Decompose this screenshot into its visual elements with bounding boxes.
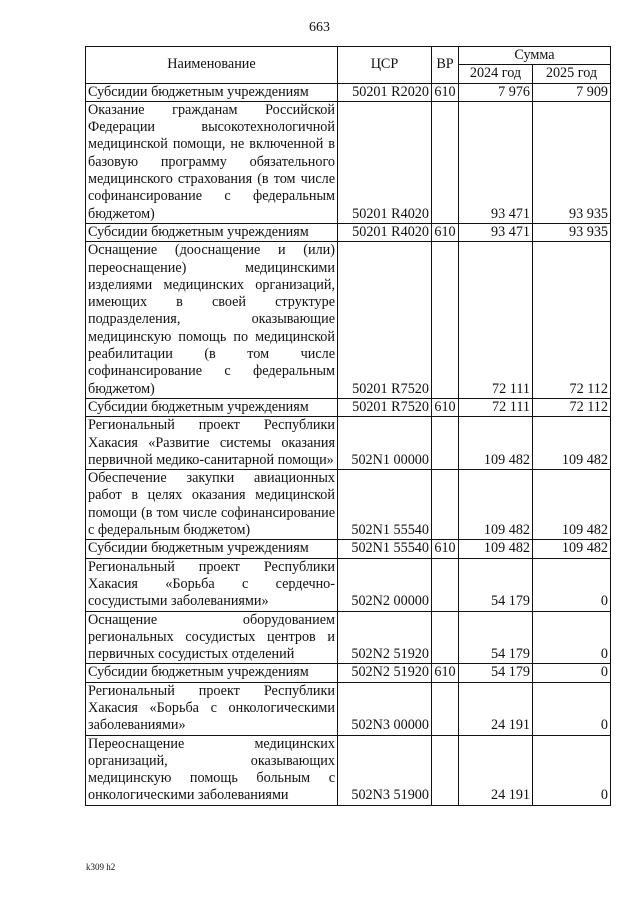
row-sum-2025: 7 909 (533, 83, 611, 101)
row-sum-2024: 54 179 (459, 664, 533, 682)
row-vr: 610 (432, 223, 459, 241)
row-sum-2025: 0 (533, 682, 611, 735)
header-year-2024: 2024 год (459, 65, 533, 83)
row-csr: 50201 R4020 (338, 223, 432, 241)
row-vr: 610 (432, 664, 459, 682)
row-name: Оказание гражданам Российской Федерации высокотехнологичной медицинской помощи, не включенной в базовую программу обязательного медицинского страхования (в том числе софинансирование с федеральным бюджетом) (86, 101, 338, 223)
row-sum-2024: 109 482 (459, 540, 533, 558)
row-sum-2025: 109 482 (533, 470, 611, 540)
table-row (86, 611, 611, 664)
table-row (86, 223, 611, 241)
row-csr: 502N3 51900 (338, 735, 432, 805)
table-row (86, 735, 611, 805)
row-sum-2025: 0 (533, 664, 611, 682)
row-csr: 502N1 55540 (338, 470, 432, 540)
row-vr (432, 611, 459, 664)
row-csr: 50201 R4020 (338, 101, 432, 223)
row-csr: 502N2 00000 (338, 558, 432, 611)
row-sum-2024: 24 191 (459, 682, 533, 735)
row-sum-2024: 93 471 (459, 101, 533, 223)
row-vr: 610 (432, 540, 459, 558)
row-name: Оснащение оборудованием региональных сосудистых центров и первичных сосудистых отделений (86, 611, 338, 664)
budget-table (85, 46, 611, 806)
row-sum-2025: 93 935 (533, 223, 611, 241)
table-row (86, 83, 611, 101)
row-vr (432, 682, 459, 735)
table-row (86, 540, 611, 558)
row-sum-2024: 54 179 (459, 611, 533, 664)
row-sum-2025: 0 (533, 735, 611, 805)
row-sum-2024: 72 111 (459, 242, 533, 399)
row-sum-2024: 24 191 (459, 735, 533, 805)
row-sum-2024: 109 482 (459, 470, 533, 540)
header-year-2025: 2025 год (533, 65, 611, 83)
row-sum-2024: 93 471 (459, 223, 533, 241)
header-vr: ВР (432, 47, 459, 84)
row-vr (432, 417, 459, 470)
row-csr: 50201 R7520 (338, 398, 432, 416)
table-row (86, 242, 611, 399)
table-row (86, 664, 611, 682)
header-sum: Сумма (459, 47, 611, 65)
row-sum-2024: 7 976 (459, 83, 533, 101)
row-name: Субсидии бюджетным учреждениям (86, 540, 338, 558)
row-vr: 610 (432, 83, 459, 101)
row-name: Субсидии бюджетным учреждениям (86, 83, 338, 101)
row-csr: 502N2 51920 (338, 664, 432, 682)
row-name: Переоснащение медицинских организаций, оказывающих медицинскую помощь больным с онкологическими заболеваниями (86, 735, 338, 805)
header-name: Наименование (86, 47, 338, 84)
row-vr (432, 242, 459, 399)
row-name: Региональный проект Республики Хакасия «Борьба с сердечно-сосудистыми заболеваниями» (86, 558, 338, 611)
row-name: Субсидии бюджетным учреждениям (86, 664, 338, 682)
row-name: Субсидии бюджетным учреждениям (86, 398, 338, 416)
table-row (86, 558, 611, 611)
row-csr: 50201 R2020 (338, 83, 432, 101)
table-row (86, 417, 611, 470)
row-name: Обеспечение закупки авиационных работ в целях оказания медицинской помощи (в том числе софинансирование с федеральным бюджетом) (86, 470, 338, 540)
table-row (86, 682, 611, 735)
row-vr (432, 101, 459, 223)
row-name: Региональный проект Республики Хакасия «Развитие системы оказания первичной медико-санитарной помощи» (86, 417, 338, 470)
table-row (86, 470, 611, 540)
row-sum-2025: 72 112 (533, 398, 611, 416)
row-csr: 50201 R7520 (338, 242, 432, 399)
row-sum-2025: 93 935 (533, 101, 611, 223)
row-csr: 502N3 00000 (338, 682, 432, 735)
header-csr: ЦСР (338, 47, 432, 84)
row-sum-2024: 72 111 (459, 398, 533, 416)
row-vr: 610 (432, 398, 459, 416)
row-vr (432, 558, 459, 611)
row-sum-2025: 0 (533, 611, 611, 664)
row-csr: 502N1 55540 (338, 540, 432, 558)
row-name: Субсидии бюджетным учреждениям (86, 223, 338, 241)
row-vr (432, 470, 459, 540)
row-sum-2024: 109 482 (459, 417, 533, 470)
row-csr: 502N1 00000 (338, 417, 432, 470)
row-sum-2025: 109 482 (533, 417, 611, 470)
row-sum-2025: 72 112 (533, 242, 611, 399)
page-number: 663 (309, 20, 330, 35)
table-row (86, 101, 611, 223)
table-row (86, 398, 611, 416)
row-vr (432, 735, 459, 805)
row-name: Оснащение (дооснащение и (или) переоснащение) медицинскими изделиями медицинских организаций, имеющих в своей структуре подразделения, оказывающие медицинскую помощь по медицинской реабилитации (в том числе софинансирование с федеральным бюджетом) (86, 242, 338, 399)
row-name: Региональный проект Республики Хакасия «Борьба с онкологическими заболеваниями» (86, 682, 338, 735)
footer-code: k309 h2 (86, 862, 116, 872)
row-sum-2025: 0 (533, 558, 611, 611)
row-csr: 502N2 51920 (338, 611, 432, 664)
row-sum-2025: 109 482 (533, 540, 611, 558)
row-sum-2024: 54 179 (459, 558, 533, 611)
